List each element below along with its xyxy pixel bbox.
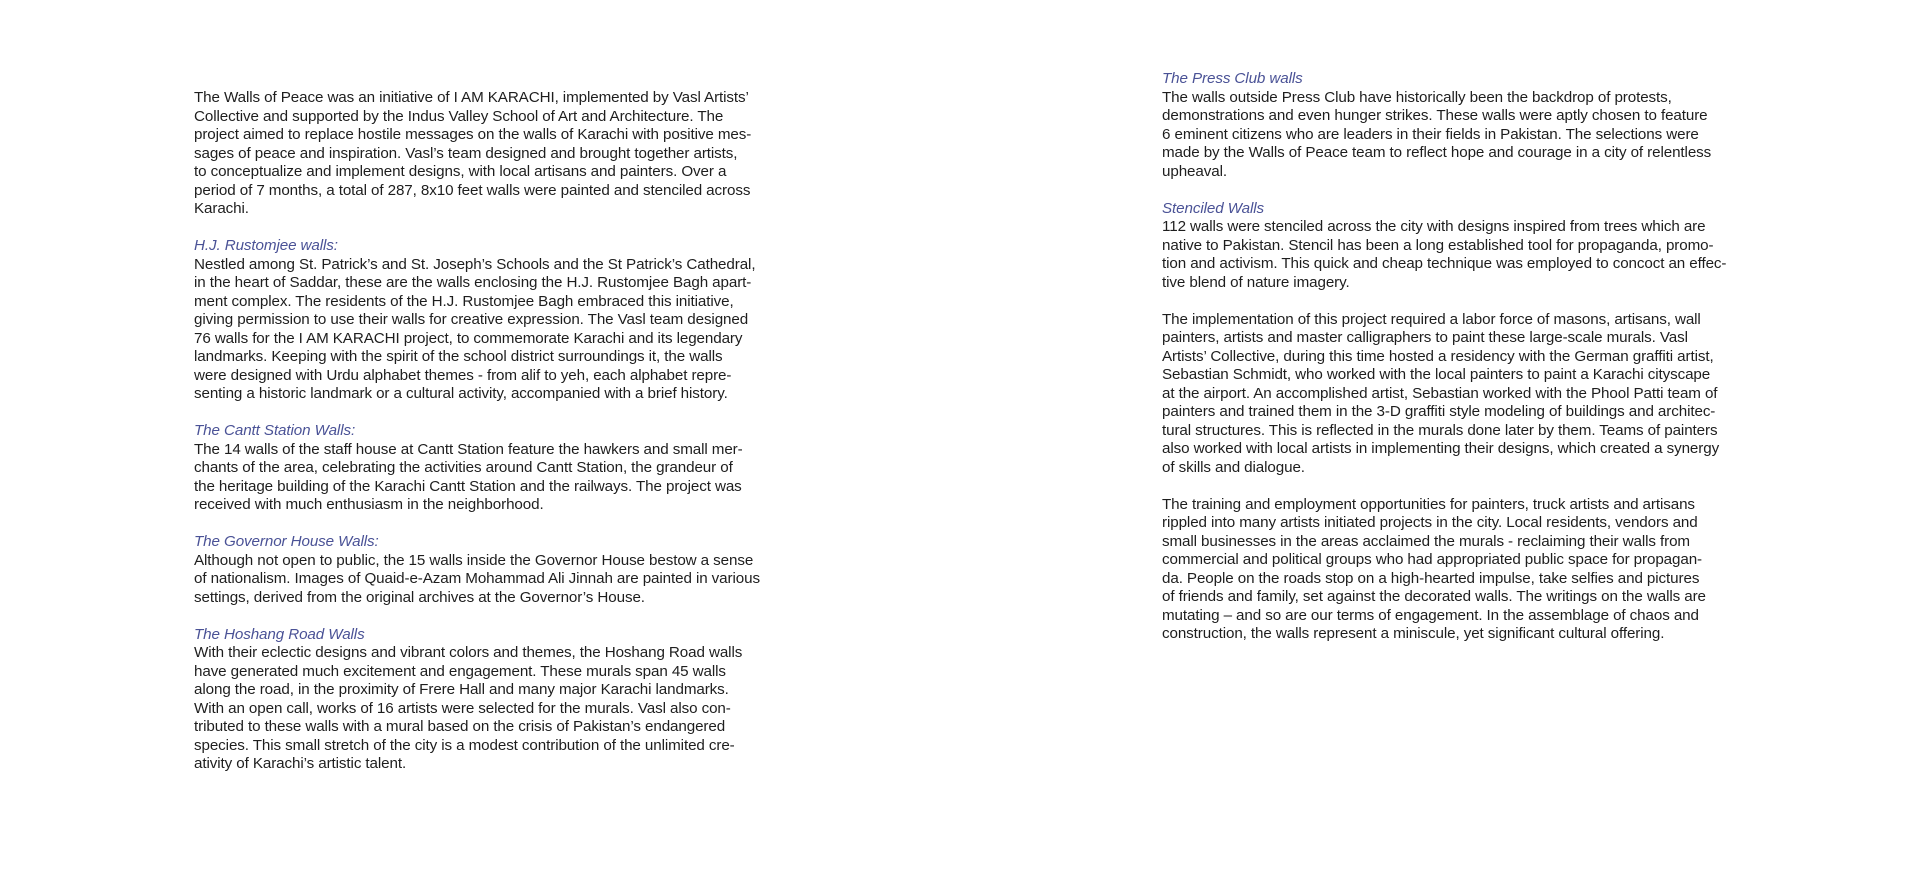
section-training — [1162, 496, 1752, 644]
right-page — [960, 0, 1920, 869]
training-paragraph: The training and employment opportunities for painters, truck artists and artisans rippled into many artists initiated projects in the city. Local residents, vendors and small businesses in the areas acclaimed the murals - reclaiming their walls from commercial and political groups who had appropriated public space for propagan- da. People on the roads stop on a high-hearted impulse, take selfies and pictures of friends and family, set against the decorated walls. The writings on the walls are mutating – and so are our terms of engagement. In the assemblage of chaos and construction, the walls represent a miniscule, yet significant cultural offering. — [1162, 495, 1706, 642]
section-body: 112 walls were stenciled across the city with designs inspired from trees which are native to Pakistan. Stencil has been a long established tool for propaganda, promo- tion and activism. This quick and cheap technique was employed to concoct an effec- tive blend of nature imagery. — [1162, 218, 1727, 291]
section-body: The 14 walls of the staff house at Cantt Station feature the hawkers and small mer- chants of the area, celebrating the activities around Cantt Station, the grandeur of the heritage building of the Karachi Cantt Station and the railways. The project was received with much enthusiasm in the neighborhood. — [194, 440, 743, 513]
intro-paragraph: The Walls of Peace was an initiative of I AM KARACHI, implemented by Vasl Artists’ Collective and supported by the Indus Valley School of Art and Architecture. The project aimed to replace hostile messages on the walls of Karachi with positive mes- sages of peace and inspiration. Vasl’s team designed and brought together artists, to conceptualize and implement designs, with local artisans and painters. Over a period of 7 months, a total of 287, 8x10 feet walls were painted and stenciled across Karachi. — [194, 89, 752, 217]
section-heading: H.J. Rustomjee walls: — [194, 237, 338, 254]
implementation-paragraph: The implementation of this project required a labor force of masons, artisans, wall painters, artists and master calligraphers to paint these large-scale murals. Vasl Artists’ Collective, during this time hosted a residency with the German graffiti artist, Sebastian Schmidt, who worked with the local painters to paint a Karachi cityscape at the airport. An accomplished artist, Sebastian worked with the Phool Patti team of painters and trained them in the 3-D graffiti style modeling of buildings and architec- tural structures. This is reflected in the murals done later by them. Teams of painters also worked with local artists in implementing their designs, which created a synergy of skills and dialogue. — [1162, 310, 1720, 476]
section-heading: The Governor House Walls: — [194, 533, 379, 550]
section-hoshang-road-walls — [194, 626, 784, 774]
section-governor-house-walls — [194, 533, 784, 607]
section-body: Nestled among St. Patrick’s and St. Joseph’s Schools and the St Patrick’s Cathedral, in the heart of Saddar, these are the walls enclosing the H.J. Rustomjee Bagh apart- ment complex. The residents of the H.J. Rustomjee Bagh embraced this initiative, giving permission to use their walls for creative expression. The Vasl team designed 76 walls for the I AM KARACHI project, to commemorate Karachi and its legendary landmarks. Keeping with the spirit of the school district surroundings it, the walls were designed with Urdu alphabet themes - from alif to yeh, each alphabet repre- senting a historic landmark or a cultural activity, accompanied with a brief history. — [194, 255, 756, 402]
left-text-column — [194, 89, 784, 774]
section-heading: The Cantt Station Walls: — [194, 422, 356, 439]
section-rustomjee-walls — [194, 237, 784, 404]
section-press-club-walls — [1162, 70, 1752, 181]
right-text-column — [1162, 70, 1752, 644]
section-heading: The Hoshang Road Walls — [194, 625, 365, 643]
section-cantt-station-walls — [194, 422, 784, 515]
section-implementation — [1162, 311, 1752, 478]
section-heading: Stenciled Walls — [1162, 199, 1265, 217]
section-body: With their eclectic designs and vibrant colors and themes, the Hoshang Road walls have generated much excitement and engagement. These murals span 45 walls along the road, in the proximity of Frere Hall and many major Karachi landmarks. With an open call, works of 16 artists were selected for the murals. Vasl also con- tributed to these walls with a mural based on the crisis of Pakistan’s endangered species. This small stretch of the city is a modest contribution of the unlimited cre- ativity of Karachi’s artistic talent. — [194, 644, 743, 772]
section-heading: The Press Club walls — [1162, 70, 1303, 87]
section-stenciled-walls — [1162, 200, 1752, 293]
section-body: The walls outside Press Club have historically been the backdrop of protests, demonstrations and even hunger strikes. These walls were aptly chosen to feature 6 eminent citizens who are leaders in their fields in Pakistan. The selections were made by the Walls of Peace team to reflect hope and courage in a city of relentless upheaval. — [1162, 88, 1712, 180]
section-body: Although not open to public, the 15 walls inside the Governor House bestow a sense of nationalism. Images of Quaid-e-Azam Mohammad Ali Jinnah are painted in various settings, derived from the original archives at the Governor’s House. — [194, 551, 760, 606]
